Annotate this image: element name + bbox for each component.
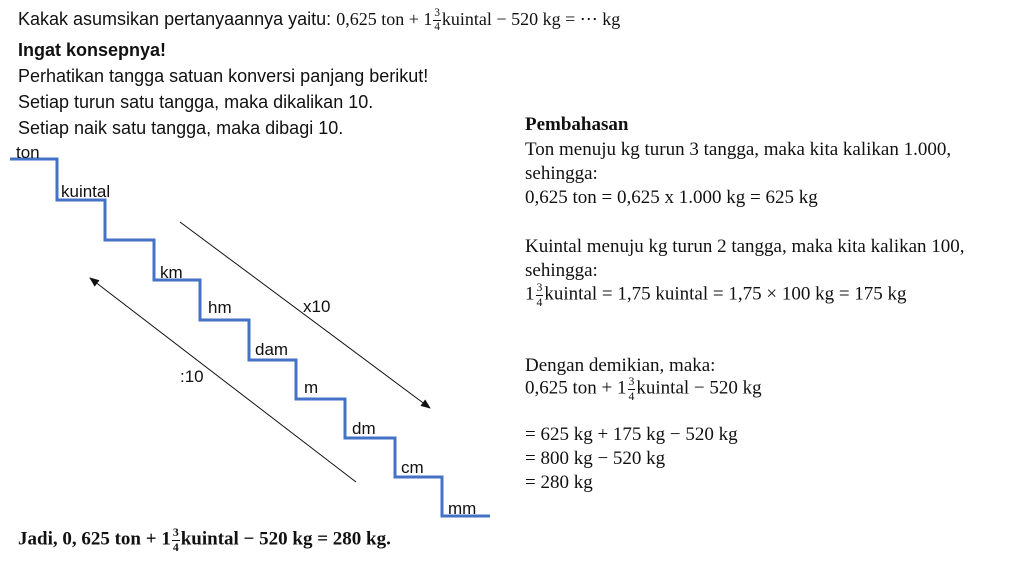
intro-expr-a: 0,625 ton + 1 — [336, 8, 433, 29]
explanation-p3-line-3: = 280 kg — [525, 472, 593, 493]
conclusion-fraction — [172, 527, 180, 554]
unit-label-ton: ton — [16, 143, 40, 162]
p3-expr-b: kuintal − 520 kg — [636, 377, 762, 399]
explanation-p3-equation — [525, 376, 762, 403]
down-arrow-label: x10 — [303, 297, 331, 316]
explanation-title: Pembahasan — [525, 114, 629, 135]
conclusion-expr-b: kuintal − 520 kg = 280 kg. — [180, 528, 391, 550]
concept-line-3: Setiap naik satu tangga, maka dibagi 10. — [18, 118, 344, 138]
unit-label-km: km — [160, 263, 183, 282]
unit-label-cm: cm — [401, 458, 424, 477]
explanation-p1-line-3: 0,625 ton = 0,625 x 1.000 kg = 625 kg — [525, 187, 818, 208]
unit-label-hm: hm — [208, 298, 232, 317]
conclusion-line — [18, 527, 391, 554]
concept-title: Ingat konsepnya! — [18, 40, 167, 60]
concept-line-1: Perhatikan tangga satuan konversi panjang berikut! — [18, 66, 429, 86]
explanation-p2-line-2: sehingga: — [525, 260, 598, 281]
unit-label-dm: dm — [352, 419, 376, 438]
concept-line-2: Setiap turun satu tangga, maka dikalikan 10. — [18, 92, 374, 112]
conclusion-expr-a: Jadi, 0, 625 ton + 1 — [18, 528, 171, 550]
fraction-numerator: 3 — [536, 281, 543, 294]
fraction-denominator: 4 — [536, 295, 543, 309]
explanation-p3-line-2: = 800 kg − 520 kg — [525, 448, 666, 469]
p3-expr-a: 0,625 ton + 1 — [525, 377, 627, 399]
intro-expr-b: kuintal − 520 kg = ⋯ kg — [441, 8, 621, 29]
unit-label-m: m — [304, 378, 319, 397]
unit-label-kuintal: kuintal — [61, 182, 111, 201]
fraction-denominator: 4 — [172, 540, 179, 554]
fraction-denominator: 4 — [628, 389, 635, 403]
p2-rest: kuintal = 1,75 kuintal = 1,75 × 100 kg = 175 kg — [544, 283, 907, 305]
explanation-p2-line-1: Kuintal menuju kg turun 2 tangga, maka kita kalikan 100, — [525, 236, 965, 257]
unit-label-mm: mm — [448, 499, 477, 518]
p3-fraction — [628, 376, 636, 403]
explanation-p3-title: Dengan demikian, maka: — [525, 355, 716, 376]
fraction-denominator: 4 — [434, 21, 440, 34]
explanation-p2-equation — [525, 282, 907, 309]
p2-whole: 1 — [525, 283, 535, 305]
up-arrow-label: :10 — [180, 367, 204, 386]
fraction-numerator: 3 — [172, 526, 179, 539]
fraction-numerator: 3 — [433, 8, 441, 21]
unit-label-dam: dam — [255, 340, 289, 359]
explanation-p1-line-1: Ton menuju kg turun 3 tangga, maka kita kalikan 1.000, — [525, 139, 952, 160]
p2-fraction — [536, 282, 544, 309]
fraction-numerator: 3 — [628, 375, 635, 388]
intro-prefix: Kakak asumsikan pertanyaannya yaitu: — [18, 8, 337, 29]
explanation-p1-line-2: sehingga: — [525, 163, 598, 184]
explanation-p3-line-1: = 625 kg + 175 kg − 520 kg — [525, 424, 738, 445]
